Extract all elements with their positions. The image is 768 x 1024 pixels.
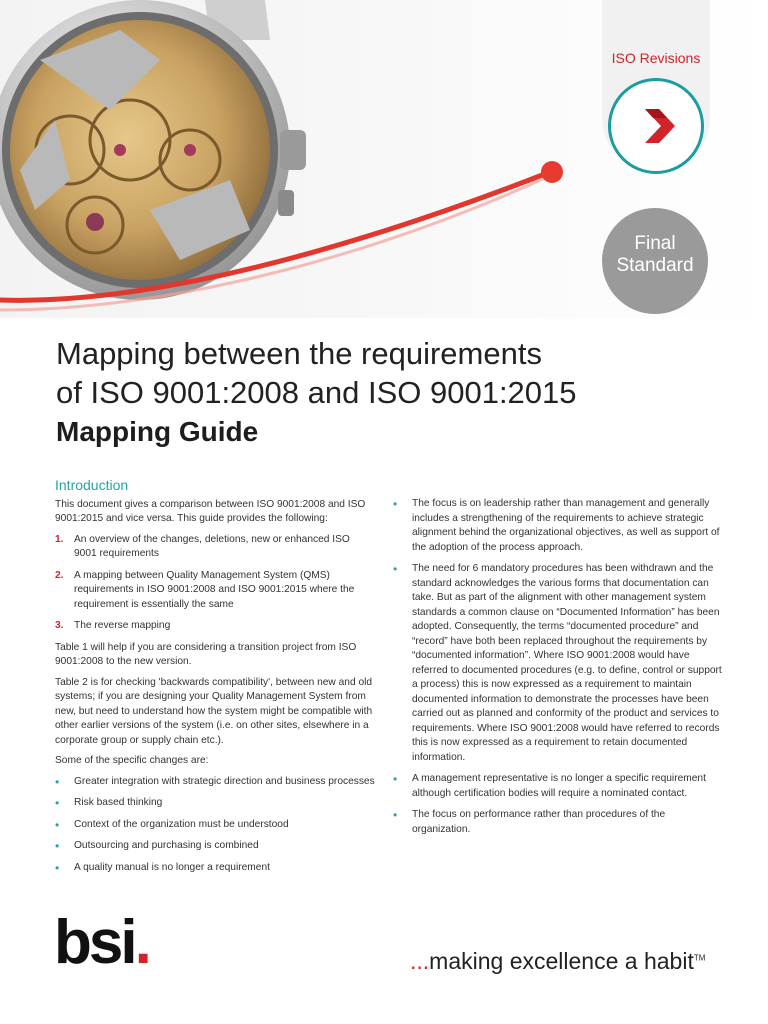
list-item-text: The need for 6 mandatory procedures has been withdrawn and the standard acknowledges the various forms that documentation can take. But as part of the alignment with other management system standards a common clause on “Documented Information” has been adopted. Consequently, the terms “documented procedure” and “record” have both been replaced throughout the requirements by “documented information”. Where ISO 9001:2008 would have referred to documented procedures (e.g. to define, control or support a process) this is now expressed as a requirement to maintain documented information to demonstrate the processes have been carried out as planned and conformity of the product and services to requirements. Where ISO 9001:2008 would have referred to records this is now expressed as a requirement to retain documented information. (412, 563, 722, 763)
focus-list (393, 497, 723, 837)
intro-paragraph: This document gives a comparison between ISO 9001:2008 and ISO 9001:2015 and vice versa. This guide provides the following: (55, 498, 366, 524)
list-item (55, 861, 375, 876)
tagline-ellipsis: ... (410, 948, 430, 974)
tab-label: ISO Revisions (611, 50, 701, 66)
badge-line2: Standard (616, 255, 694, 276)
bsi-logo (54, 908, 149, 977)
bullet-icon: • (393, 562, 398, 576)
introduction-heading: Introduction (55, 477, 129, 493)
changes-list (55, 775, 375, 876)
numbered-list (55, 533, 375, 634)
bullet-icon: • (55, 839, 60, 853)
trademark-mark: TM (693, 953, 706, 963)
list-number: 2. (55, 569, 64, 581)
list-number: 3. (55, 620, 64, 631)
list-item (55, 796, 375, 811)
logo-text: bsi (54, 908, 135, 977)
iso-revisions-arrow-button[interactable] (608, 78, 704, 174)
list-item-text: A quality manual is no longer a requirement (74, 861, 270, 873)
list-item (393, 562, 723, 765)
list-item (55, 533, 375, 562)
bullet-icon: • (393, 808, 398, 822)
bullet-icon: • (393, 497, 398, 511)
left-column (55, 478, 375, 882)
list-item-text: Outsourcing and purchasing is combined (74, 840, 259, 851)
right-column (393, 497, 723, 844)
list-number: 1. (55, 533, 64, 545)
tagline-text: making excellence a habit (429, 948, 694, 974)
bullet-icon: • (55, 817, 60, 832)
title-line2: of ISO 9001:2008 and ISO 9001:2015 (56, 375, 577, 410)
list-item-text: Risk based thinking (74, 797, 163, 808)
list-item (393, 808, 723, 837)
list-item-text: The reverse mapping (74, 620, 171, 631)
table1-paragraph: Table 1 will help if you are considering a transition project from ISO 9001:2008 to the new version. (55, 641, 357, 667)
document-title (56, 334, 696, 412)
list-item-text: The focus on performance rather than procedures of the organization. (412, 809, 666, 835)
changes-intro: Some of the specific changes are: (55, 755, 209, 766)
title-line1: Mapping between the requirements (56, 336, 542, 371)
bullet-icon: • (55, 774, 60, 789)
hero-banner (0, 0, 768, 318)
list-item (55, 619, 375, 634)
list-item (393, 497, 723, 555)
list-item-text: Context of the organization must be understood (74, 818, 289, 830)
list-item (55, 818, 375, 833)
list-item (55, 839, 375, 854)
final-standard-badge (602, 208, 708, 314)
list-item-text: Greater integration with strategic direction and business processes (74, 775, 375, 787)
bullet-icon: • (393, 772, 398, 786)
list-item (393, 772, 723, 801)
bullet-icon: • (55, 860, 60, 875)
table2-paragraph: Table 2 is for checking 'backwards compatibility', between new and old systems; if you are designing your Quality Management System from new, but need to understand how the system might be compatible with other earlier versions of the system (i.e. on other sites, elsewhere in a corporate group or supply chain etc.). (55, 676, 373, 746)
list-item-text: The focus is on leadership rather than management and generally includes a strengthening of the requirements to achieve strategic alignment behind the organizational objectives, as well as support of the adoption of the process approach. (412, 498, 720, 553)
badge-line1: Final (634, 233, 676, 254)
list-item (55, 569, 375, 613)
document-subtitle: Mapping Guide (56, 416, 259, 447)
list-item (55, 775, 375, 790)
logo-dot: . (134, 908, 149, 977)
list-item-text: An overview of the changes, deletions, new or enhanced ISO 9001 requirements (74, 533, 350, 559)
tagline (410, 948, 705, 975)
list-item-text: A management representative is no longer a specific requirement although certification bodies will require a nominated contact. (412, 773, 706, 799)
chevron-right-icon (637, 103, 683, 149)
list-item-text: A mapping between Quality Management System (QMS) requirements in ISO 9001:2008 and ISO 9001:2015 where the requirement is essentially the same (74, 569, 355, 610)
bullet-icon: • (55, 796, 60, 810)
